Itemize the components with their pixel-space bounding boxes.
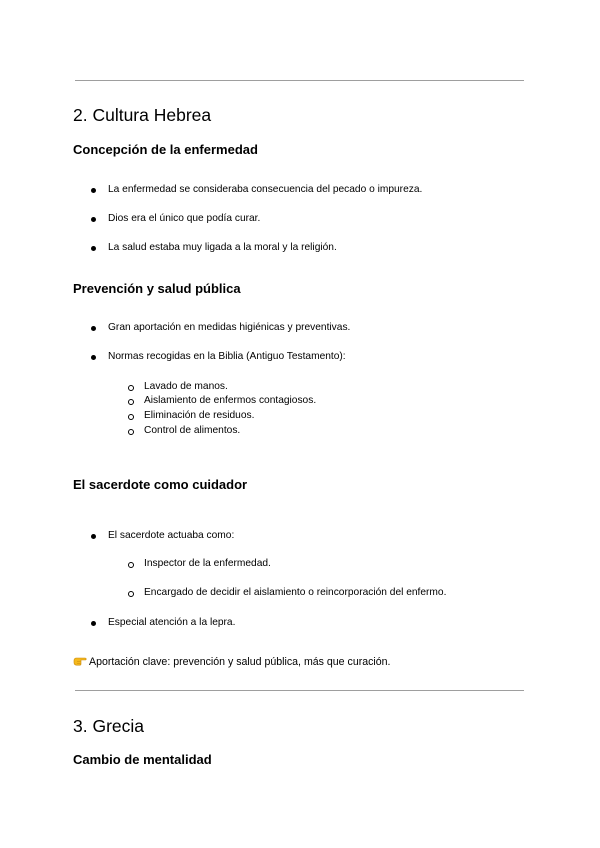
hollow-bullet-icon bbox=[128, 429, 134, 435]
sub-list-item bbox=[144, 410, 254, 421]
heading-sacerdote: El sacerdote como cuidador bbox=[73, 477, 248, 492]
list-item bbox=[108, 617, 235, 628]
list-item bbox=[108, 530, 234, 541]
list-item-text: Dios era el único que podía curar. bbox=[108, 213, 261, 224]
sub-list-item-text: Eliminación de residuos. bbox=[144, 410, 255, 421]
list-item bbox=[108, 351, 346, 362]
sub-list-item-text: Inspector de la enfermedad. bbox=[144, 558, 271, 569]
heading-cambio: Cambio de mentalidad bbox=[73, 752, 212, 767]
key-note bbox=[73, 655, 391, 668]
section-title-grecia: 3. Grecia bbox=[73, 716, 144, 736]
hollow-bullet-icon bbox=[128, 414, 134, 420]
pointing-hand-icon bbox=[73, 655, 87, 666]
bullet-icon bbox=[91, 326, 96, 331]
list-item-text: La enfermedad se consideraba consecuencia del pecado o impureza. bbox=[108, 184, 423, 195]
sub-list-item bbox=[144, 558, 271, 569]
hollow-bullet-icon bbox=[128, 591, 134, 597]
bullet-icon bbox=[91, 621, 96, 626]
list-item-text: Especial atención a la lepra. bbox=[108, 617, 236, 628]
section-title-hebrea: 2. Cultura Hebrea bbox=[73, 105, 212, 125]
bullet-icon bbox=[91, 188, 96, 193]
list-item-text: El sacerdote actuaba como: bbox=[108, 530, 235, 541]
sub-list-item bbox=[144, 395, 316, 406]
hollow-bullet-icon bbox=[128, 385, 134, 391]
sub-list-item-text: Encargado de decidir el aislamiento o reincorporación del enfermo. bbox=[144, 587, 447, 598]
divider-bottom bbox=[75, 690, 524, 691]
heading-concepcion: Concepción de la enfermedad bbox=[73, 142, 258, 157]
bullet-icon bbox=[91, 246, 96, 251]
sub-list-item bbox=[144, 381, 228, 392]
list-item-text: Gran aportación en medidas higiénicas y preventivas. bbox=[108, 322, 351, 333]
list-item bbox=[108, 184, 422, 195]
sub-list-item bbox=[144, 425, 240, 436]
heading-prevencion: Prevención y salud pública bbox=[73, 281, 241, 296]
key-note-text: Aportación clave: prevención y salud pública, más que curación. bbox=[89, 656, 391, 668]
sub-list-item-text: Aislamiento de enfermos contagiosos. bbox=[144, 395, 317, 406]
bullet-icon bbox=[91, 217, 96, 222]
list-item-text: La salud estaba muy ligada a la moral y la religión. bbox=[108, 242, 337, 253]
divider-top bbox=[75, 80, 524, 81]
list-item bbox=[108, 213, 260, 224]
sub-list-item-text: Control de alimentos. bbox=[144, 425, 241, 436]
bullet-icon bbox=[91, 534, 96, 539]
list-item-text: Normas recogidas en la Biblia (Antiguo Testamento): bbox=[108, 351, 346, 362]
bullet-icon bbox=[91, 355, 96, 360]
list-item bbox=[108, 322, 350, 333]
hollow-bullet-icon bbox=[128, 399, 134, 405]
hollow-bullet-icon bbox=[128, 562, 134, 568]
sub-list-item-text: Lavado de manos. bbox=[144, 381, 228, 392]
sub-list-item bbox=[144, 587, 446, 598]
list-item bbox=[108, 242, 337, 253]
